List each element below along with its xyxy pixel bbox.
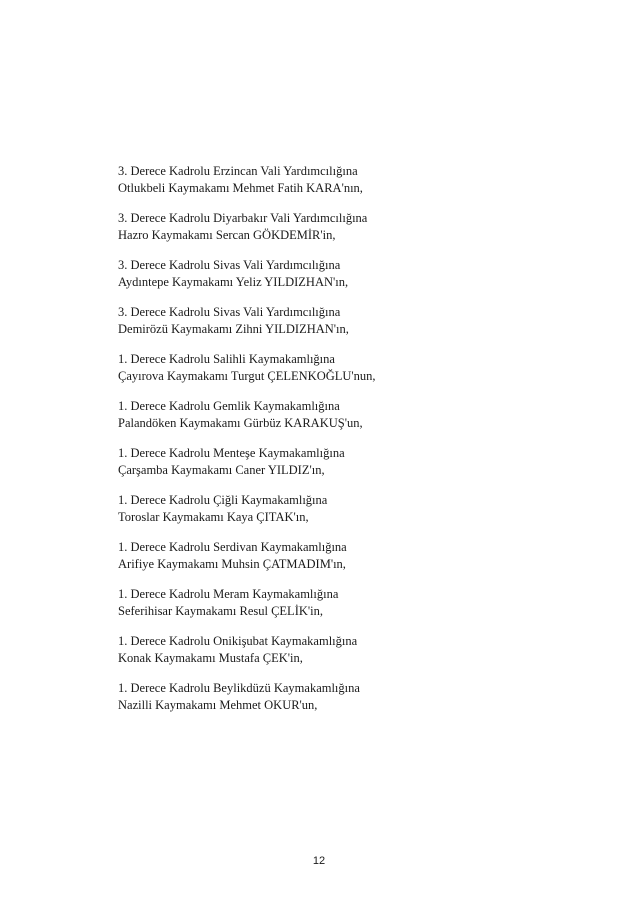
entry-appointee: Aydıntepe Kaymakamı Yeliz YILDIZHAN'ın, bbox=[118, 275, 349, 289]
entry-appointee: Arifiye Kaymakamı Muhsin ÇATMADIM'ın, bbox=[118, 557, 346, 571]
entry-appointee: Çayırova Kaymakamı Turgut ÇELENKOĞLU'nun, bbox=[118, 369, 376, 383]
appointment-entry-11 bbox=[118, 633, 558, 680]
entry-position: 3. Derece Kadrolu Sivas Vali Yardımcılığına bbox=[118, 258, 341, 272]
appointment-list bbox=[118, 163, 558, 727]
appointment-entry-6 bbox=[118, 398, 558, 445]
entry-position: 3. Derece Kadrolu Erzincan Vali Yardımcılığına bbox=[118, 164, 358, 178]
entry-appointee: Konak Kaymakamı Mustafa ÇEK'in, bbox=[118, 651, 303, 665]
entry-position: 1. Derece Kadrolu Çiğli Kaymakamlığına bbox=[118, 493, 328, 507]
appointment-entry-7 bbox=[118, 445, 558, 492]
entry-position: 1. Derece Kadrolu Salihli Kaymakamlığına bbox=[118, 352, 335, 366]
entry-appointee: Nazilli Kaymakamı Mehmet OKUR'un, bbox=[118, 698, 318, 712]
page-number: 12 bbox=[312, 855, 326, 867]
appointment-entry-10 bbox=[118, 586, 558, 633]
entry-appointee: Seferihisar Kaymakamı Resul ÇELİK'in, bbox=[118, 604, 323, 618]
entry-appointee: Hazro Kaymakamı Sercan GÖKDEMİR'in, bbox=[118, 228, 336, 242]
appointment-entry-1 bbox=[118, 163, 558, 210]
entry-appointee: Toroslar Kaymakamı Kaya ÇITAK'ın, bbox=[118, 510, 309, 524]
appointment-entry-9 bbox=[118, 539, 558, 586]
entry-appointee: Palandöken Kaymakamı Gürbüz KARAKUŞ'un, bbox=[118, 416, 363, 430]
entry-position: 1. Derece Kadrolu Menteşe Kaymakamlığına bbox=[118, 446, 345, 460]
entry-position: 1. Derece Kadrolu Beylikdüzü Kaymakamlığına bbox=[118, 681, 360, 695]
entry-appointee: Otlukbeli Kaymakamı Mehmet Fatih KARA'nın, bbox=[118, 181, 363, 195]
appointment-entry-12 bbox=[118, 680, 558, 727]
appointment-entry-2 bbox=[118, 210, 558, 257]
entry-appointee: Demirözü Kaymakamı Zihni YILDIZHAN'ın, bbox=[118, 322, 349, 336]
entry-appointee: Çarşamba Kaymakamı Caner YILDIZ'ın, bbox=[118, 463, 325, 477]
entry-position: 1. Derece Kadrolu Gemlik Kaymakamlığına bbox=[118, 399, 340, 413]
entry-position: 3. Derece Kadrolu Sivas Vali Yardımcılığına bbox=[118, 305, 341, 319]
entry-position: 1. Derece Kadrolu Meram Kaymakamlığına bbox=[118, 587, 339, 601]
appointment-entry-8 bbox=[118, 492, 558, 539]
entry-position: 1. Derece Kadrolu Serdivan Kaymakamlığına bbox=[118, 540, 347, 554]
entry-position: 1. Derece Kadrolu Onikişubat Kaymakamlığına bbox=[118, 634, 358, 648]
entry-position: 3. Derece Kadrolu Diyarbakır Vali Yardımcılığına bbox=[118, 211, 368, 225]
appointment-entry-4 bbox=[118, 304, 558, 351]
appointment-entry-3 bbox=[118, 257, 558, 304]
appointment-entry-5 bbox=[118, 351, 558, 398]
